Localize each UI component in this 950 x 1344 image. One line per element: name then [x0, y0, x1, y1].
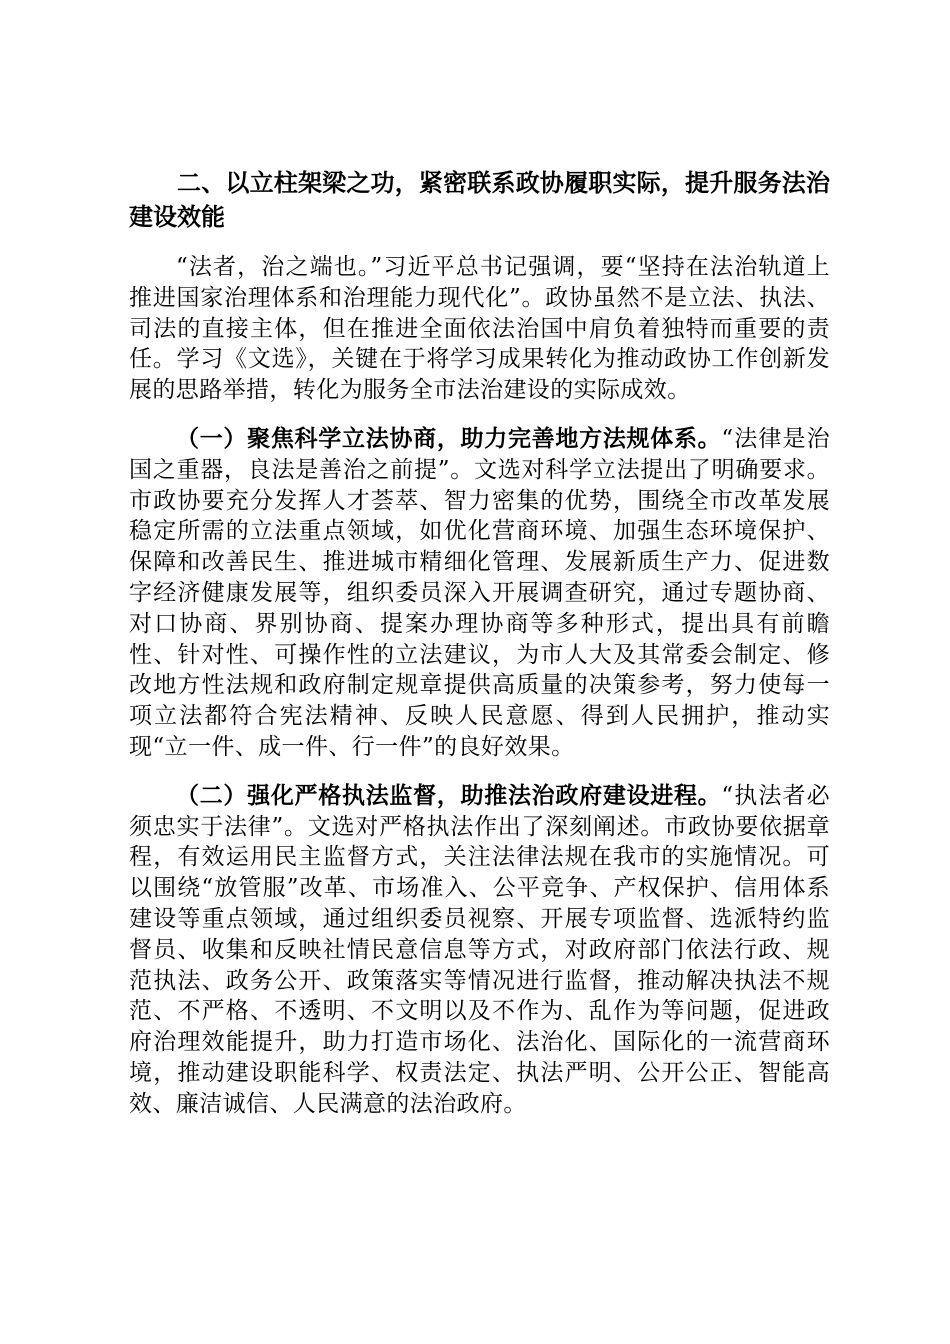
section-heading: 二、以立柱架梁之功，紧密联系政协履职实际，提升服务法治建设效能 [129, 168, 830, 231]
subsection-2-paragraph [129, 781, 830, 1120]
subsection-2-lead: （二）强化严格执法监督，助推法治政府建设进程。 [176, 781, 722, 809]
subsection-1-lead: （一）聚焦科学立法协商，助力完善地方法规体系。 [176, 424, 722, 452]
subsection-2-body: “执法者必须忠实于法律”。文选对严格执法作出了深刻阐述。市政协要依据章程，有效运用民主监督方式，关注法律法规在我市的实施情况。可以围绕“放管服”改革、市场准入、公平竞争、产权保护、信用体系建设等重点领域，通过组织委员视察、开展专项监督、选派特约监督员、收集和反映社情民意信息等方式，对政府部门依法行政、规范执法、政务公开、政策落实等情况进行监督，推动解决执法不规范、不严格、不透明、不文明以及不作为、乱作为等问题，促进政府治理效能提升，助力打造市场化、法治化、国际化的一流营商环境，推动建设职能科学、权责法定、执法严明、公开公正、智能高效、廉洁诚信、人民满意的法治政府。 [129, 782, 830, 1117]
document-page [129, 166, 830, 1138]
subsection-1-body: “法律是治国之重器，良法是善治之前提”。文选对科学立法提出了明确要求。市政协要充分发挥人才荟萃、智力密集的优势，围绕全市改革发展稳定所需的立法重点领域，如优化营商环境、加强生态环境保护、保障和改善民生、推进城市精细化管理、发展新质生产力、促进数字经济健康发展等，组织委员深入开展调查研究，通过专题协商、对口协商、界别协商、提案办理协商等多种形式，提出具有前瞻性、针对性、可操作性的立法建议，为市人大及其常委会制定、修改地方性法规和政府制定规章提供高质量的决策参考，努力使每一项立法都符合宪法精神、反映人民意愿、得到人民拥护，推动实现“立一件、成一件、行一件”的良好效果。 [129, 425, 830, 760]
intro-paragraph: “法者，治之端也。”习近平总书记强调，要“坚持在法治轨道上推进国家治理体系和治理能力现代化”。政协虽然不是立法、执法、司法的直接主体，但在推进全面依法治国中肩负着独特而重要的责任。学习《文选》，关键在于将学习成果转化为推动政协工作创新发展的思路举措，转化为服务全市法治建设的实际成效。 [129, 254, 830, 404]
subsection-1-paragraph [129, 424, 830, 763]
